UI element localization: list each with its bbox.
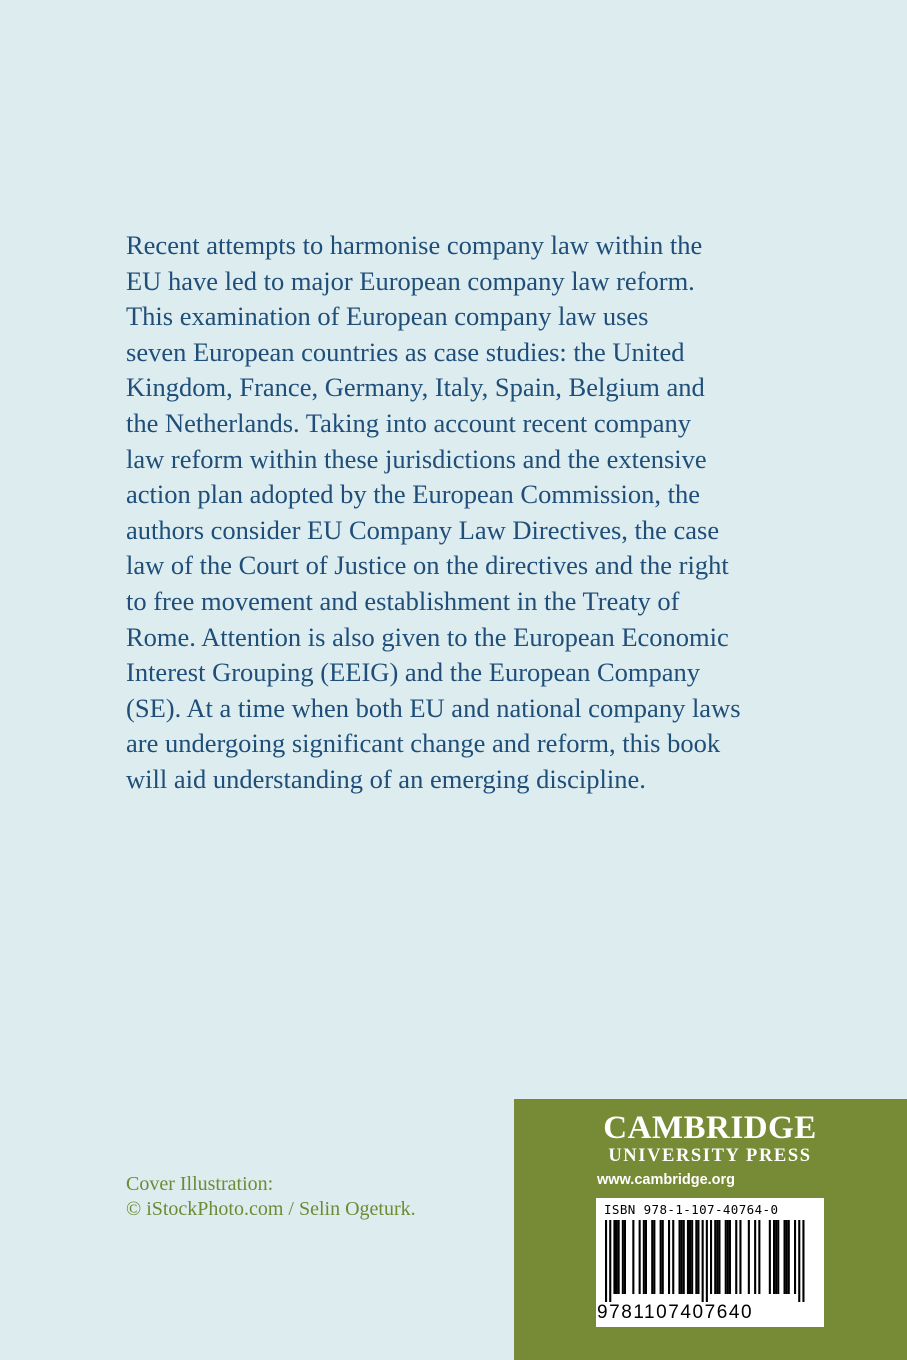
barcode-bar (660, 1220, 662, 1294)
publisher-logo (596, 1110, 824, 1166)
barcode-bar (687, 1220, 689, 1294)
barcode-bar (683, 1220, 685, 1294)
blurb-line: seven European countries as case studies: the United (126, 336, 685, 367)
blurb-line: will aid understanding of an emerging discipline. (126, 763, 646, 794)
barcode-bar (679, 1220, 681, 1294)
barcode-bar (710, 1220, 712, 1294)
barcode-bar (748, 1220, 750, 1294)
barcode-bar (643, 1220, 645, 1294)
barcode-bar (702, 1220, 704, 1302)
barcode-bar (769, 1220, 771, 1294)
barcode-bar (609, 1220, 611, 1302)
blurb-line: EU have led to major European company law reform. (126, 265, 695, 296)
barcode-bar (645, 1220, 647, 1294)
barcode-bar (622, 1220, 624, 1294)
barcode-bar (632, 1220, 634, 1294)
barcode-bar (754, 1220, 756, 1294)
barcode-bar (689, 1220, 691, 1294)
barcode-bar (735, 1220, 737, 1294)
barcode-bar (668, 1220, 670, 1294)
blurb-line: action plan adopted by the European Commission, the (126, 479, 701, 510)
blurb-line: to free movement and establishment in the Treaty of (126, 585, 680, 616)
credit-label: Cover Illustration: (126, 1173, 274, 1195)
blurb-line: Kingdom, France, Germany, Italy, Spain, Belgium and (126, 372, 705, 403)
barcode-bar (697, 1220, 699, 1294)
credit-source: © iStockPhoto.com / Selin Ogeturk. (126, 1198, 416, 1220)
barcode-bar (739, 1220, 741, 1294)
barcode-bar (618, 1220, 620, 1294)
barcode-bar (798, 1220, 800, 1302)
barcode-bar (639, 1220, 641, 1294)
barcode-bars (605, 1220, 815, 1302)
blurb-line: Rome. Attention is also given to the European Economic (126, 621, 729, 652)
blurb-line: This examination of European company law uses (126, 301, 649, 332)
barcode-bar (706, 1220, 708, 1302)
barcode-bar (651, 1220, 653, 1294)
blurb-line: (SE). At a time when both EU and national company laws (126, 692, 741, 723)
publisher-name: CAMBRIDGE (603, 1110, 817, 1146)
barcode-bar (773, 1220, 775, 1294)
barcode-bar (775, 1220, 777, 1294)
blurb-line: Interest Grouping (EEIG) and the European Company (126, 657, 700, 688)
barcode-bar (605, 1220, 607, 1302)
barcode-digits: 9781107407640 (597, 1302, 754, 1323)
barcode-bar (802, 1220, 804, 1302)
barcode-bar (786, 1220, 788, 1294)
barcode-bar (662, 1220, 664, 1294)
barcode-bar (725, 1220, 727, 1294)
publisher-panel (514, 1099, 907, 1360)
blurb-line: are undergoing significant change and reform, this book (126, 728, 721, 759)
isbn-barcode (596, 1198, 824, 1327)
barcode-bar (758, 1220, 760, 1294)
barcode-bar (681, 1220, 683, 1294)
blurb-line: the Netherlands. Taking into account recent company (126, 407, 692, 438)
barcode-bar (691, 1220, 693, 1294)
barcode-bar (653, 1220, 655, 1294)
barcode-bar (695, 1220, 697, 1294)
barcode-bar (613, 1220, 615, 1294)
barcode-bar (777, 1220, 779, 1294)
blurb-line: authors consider EU Company Law Directives, the case (126, 514, 720, 545)
cover-illustration-credit (126, 1172, 416, 1222)
barcode-bar (788, 1220, 790, 1294)
blurb-line: law reform within these jurisdictions and the extensive (126, 443, 707, 474)
blurb-line: law of the Court of Justice on the directives and the right (126, 550, 729, 581)
barcode-bar (727, 1220, 729, 1294)
isbn-label: ISBN 978-1-107-40764-0 (604, 1202, 779, 1217)
barcode-bar (716, 1220, 718, 1294)
barcode-bar (672, 1220, 674, 1294)
barcode-bar (784, 1220, 786, 1294)
blurb-line: Recent attempts to harmonise company law within the (126, 230, 703, 260)
barcode-bar (718, 1220, 720, 1294)
publisher-url: www.cambridge.org (597, 1172, 736, 1188)
barcode-bar (714, 1220, 716, 1294)
barcode-bar (616, 1220, 618, 1294)
back-cover-blurb (126, 228, 786, 798)
barcode-bar (624, 1220, 626, 1294)
publisher-subtitle: UNIVERSITY PRESS (608, 1146, 812, 1166)
barcode-bar (794, 1220, 796, 1294)
barcode-bar (729, 1220, 731, 1294)
